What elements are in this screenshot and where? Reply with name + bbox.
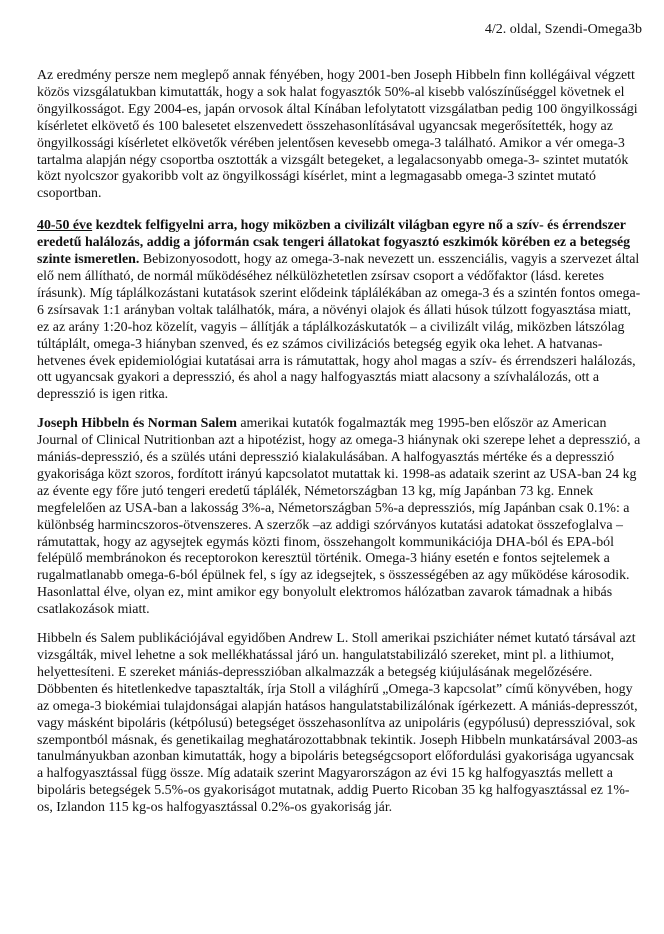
- paragraph-body-text: amerikai kutatók fogalmazták meg 1995-ben először az American Journal of Clinical Nutritionban azt a hipotézist, hogy az omega-3 hiánynak oki szerepe lehet a depresszió, a mániás-depresszió, és a szülés utáni depresszió kialakulásában. A halfogyasztás mértéke és a depresszió gyakorisága közt szoros, fordított irányú kapcsolatot mutattak ki. 1998-as adataik szerint az USA-ban 24 kg az évente egy főre jutó tengeri eredetű táplálék, Németországban 13 kg, míg Japánban 73 kg. Ennek megfelelően az USA-ban a lakosság 3%-a, Németországban 5%-a depressziós, míg Japánban csak 0.1%: a különbség harmincszoros-ötvenszeres. A szerzők –az addigi szórványos kutatási adatokat összefoglalva – rámutattak, hogy az agysejtek egymás közti finom, összehangolt kommunikációja DHA-ból és EPA-ból felépülő membránokon és receptorokon keresztül történik. Omega-3 hiány esetén e fontos sejtelemek a rugalmatlanabb omega-6-ból épülnek fel, s így az idegsejtek, s összességében az agy működése károsodik. Hasonlattal élve, olyan ez, mint amikor egy bonyolult elektromos hálózatban zavarok támadnak a hibás csatlakozások miatt.: [37, 416, 641, 618]
- paragraph-stoll-study: Hibbeln és Salem publikációjával egyidőben Andrew L. Stoll amerikai pszichiáter német kutató társával azt vizsgálták, mivel lehetne a sok mellékhatással járó un. hangulatstabilizáló szereket, mint pl. a lithiumot, helyettesíteni. E szereket mániás-depresszióban alkalmazzák a betegség kiújulásának megelőzésére. Döbbenten és hitetlenkedve tapasztalták, írja Stoll a világhírű „Omega-3 kapcsolat” című könyvében, hogy az omega-3 biokémiai tulajdonságai alapján hatásos hangulatstabilizálónak ígérkezett. A mániás-depresszót, vagy másként bipoláris (kétpólusú) betegséget összehasonlítva az unipoláris (egypólusú) depresszióval, sok szempontból másnak, és genetikailag meghatározottabbnak tekintik. Joseph Hibbeln munkatársával 2003-as tanulmányukban azonban kimutatták, hogy a bipoláris betegségcsoport előfordulási gyakorisága ugyancsak a halfogyasztással függ össze. Míg adataik szerint Magyarországon az évi 15 kg halfogyasztás mellett a bipoláris betegségek 5.5%-os gyakoriságot mutatnak, addig Puerto Ricoban 35 kg halfogyasztással ez 1%-os, Izlandon 115 kg-os halfogyasztással 0.2%-os gyakoriság jár.: [37, 631, 638, 816]
- paragraph-lead-bold: kezdtek felfigyelni arra, hogy miközben a civilizált világban egyre nő a szív- és érrendszer eredetű halálozás, addig a jóformán csak tengeri állatokat fogyasztó eszkimók körében ez a betegség szinte ismeretlen.: [37, 218, 631, 268]
- paragraph-eskimo-observation: [37, 218, 641, 404]
- paragraph-lead-authors: Joseph Hibbeln és Norman Salem: [37, 416, 237, 432]
- document-body: [37, 68, 641, 829]
- page-header: 4/2. oldal, Szendi-Omega3b: [484, 22, 642, 37]
- paragraph-hibbeln-salem: [37, 416, 641, 619]
- paragraph-body-text: Bebizonyosodott, hogy az omega-3-nak nevezett un. esszenciális, vagyis a szervezet által elő nem állítható, de normál működéséhez nélkülözhetetlen zsírsav csoport a védőfaktor (lásd. keretes írásunk). Míg táplálkozástani kutatások szerint elődeink táplálékában az omega-3 és a szintén fontos omega-6 zsírsavak 1:1 arányban voltak találhatók, mára, a növényi olajok és állati húsok túlzott fogyasztása miatt, ez az arány 1:20-hoz közelít, vagyis – állítják a táplálkozáskutatók – a civilizált világ, miközben látszólag túltáplált, omega-3 hiányban szenved, és ez számos civilizációs betegség egyik oka lehet. A hatvanas-hetvenes évek epidemiológiai kutatásai arra is rámutattak, hogy ahol magas a szív- és érrendszeri halálozás, ott ugyancsak gyakori a depresszió, és ahol a nagy halfogyasztás miatt alacsony a szívhalálozás, ott a depresszió is igen ritka.: [37, 252, 641, 403]
- paragraph-lead-underlined: 40-50 éve: [37, 218, 93, 234]
- paragraph-suicide-study: Az eredmény persze nem meglepő annak fényében, hogy 2001-ben Joseph Hibbeln finn kollégáival végzett közös vizsgálatukban kimutatták, hogy a sok halat fogyasztók 50%-al kisebb valószínűséggel követnek el öngyilkosságot. Egy 2004-es, japán orvosok által Kínában lefolytatott vizsgálatban pedig 100 öngyilkossági kísérletet elkövető és 100 balesetet elszenvedett összehasonlításával ugyancsak megerősítették, hogy az öngyilkossági kísérletet elkövetők vérében jelentősen kevesebb omega-3 található. Amikor a vér omega-3 tartalma alapján négy csoportba osztották a vizsgált betegeket, a legalacsonyabb omega-3- szintet mutatók közt nyolcszor gyakoribb volt az öngyilkossági kísérlet, mint a legmagasabb omega-3 szintet mutató csoportban.: [37, 68, 638, 202]
